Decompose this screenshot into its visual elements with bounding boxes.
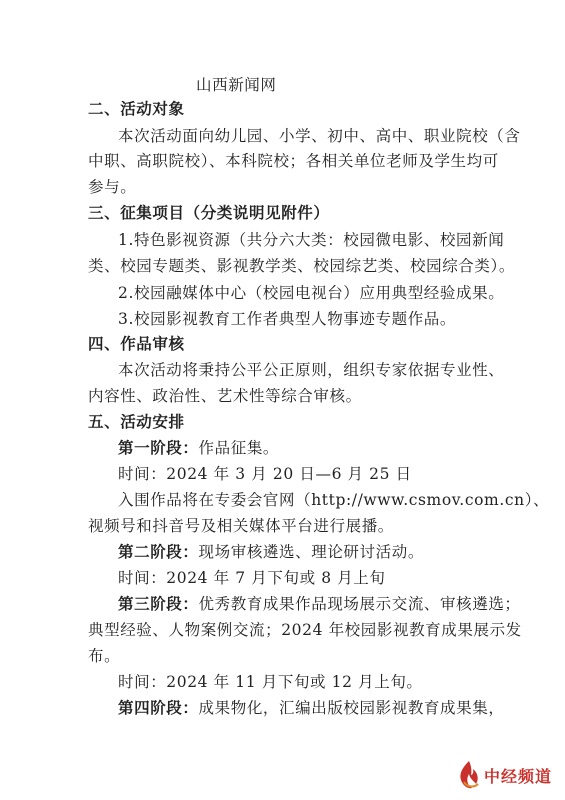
stage-label: 第二阶段： (118, 543, 199, 561)
section-heading-schedule: 五、活动安排 (88, 413, 185, 431)
paragraph-line: 入围作品将在专委会官网（http://www.csmov.com.cn）、 (118, 491, 550, 509)
stage-text: 现场审核遴选、理论研讨活动。 (198, 543, 424, 561)
flame-logo-icon (456, 760, 482, 790)
list-item-continued: 类、校园专题类、影视教学类、校园综艺类、校园综合类）。 (88, 257, 515, 275)
section-heading-review: 四、作品审核 (88, 335, 185, 353)
stage-label: 第三阶段： (118, 595, 199, 613)
watermark-text: 中经频道 (484, 767, 553, 786)
stage-one (118, 438, 488, 458)
paragraph-line: 本次活动面向幼儿园、小学、初中、高中、职业院校（含 (118, 127, 521, 145)
paragraph-line: 布。 (88, 647, 121, 665)
stage-time: 时间：2024 年 11 月下旬或 12 月上旬。 (118, 673, 423, 691)
channel-watermark (456, 758, 556, 792)
paragraph-line: 内容性、政治性、艺术性等综合审核。 (88, 387, 362, 405)
paragraph-line: 中职、高职院校）、本科院校；各相关单位老师及学生均可 (88, 152, 499, 170)
paragraph-line: 本次活动将秉持公平公正原则，组织专家依据专业性、 (118, 361, 505, 379)
list-item: 2.校园融媒体中心（校园电视台）应用典型经验成果。 (118, 284, 505, 302)
stage-two (118, 542, 488, 562)
paragraph-line: 典型经验、人物案例交流；2024 年校园影视教育成果展示发 (88, 621, 522, 639)
stage-time: 时间：2024 年 3 月 20 日—6 月 25 日 (118, 465, 412, 483)
stage-text: 成果物化，汇编出版校园影视教育成果集， (198, 699, 505, 717)
section-heading-audience: 二、活动对象 (88, 100, 185, 118)
stage-text: 优秀教育成果作品现场展示交流、审核遴选； (198, 595, 521, 613)
section-heading-items: 三、征集项目（分类说明见附件） (88, 204, 330, 222)
source-label: 山西新闻网 (196, 76, 277, 94)
stage-time: 时间：2024 年 7 月下旬或 8 月上旬 (118, 569, 386, 587)
list-item: 3.校园影视教育工作者典型人物事迹专题作品。 (118, 310, 456, 328)
stage-text: 作品征集。 (198, 439, 280, 457)
list-item: 1.特色影视资源（共分六大类：校园微电影、校园新闻 (118, 231, 505, 249)
stage-four (118, 698, 505, 718)
stage-label: 第四阶段： (118, 699, 199, 717)
stage-three (118, 594, 521, 614)
paragraph-line: 参与。 (88, 178, 137, 196)
paragraph-line: 视频号和抖音号及相关媒体平台进行展播。 (88, 517, 394, 535)
stage-label: 第一阶段： (118, 439, 199, 457)
